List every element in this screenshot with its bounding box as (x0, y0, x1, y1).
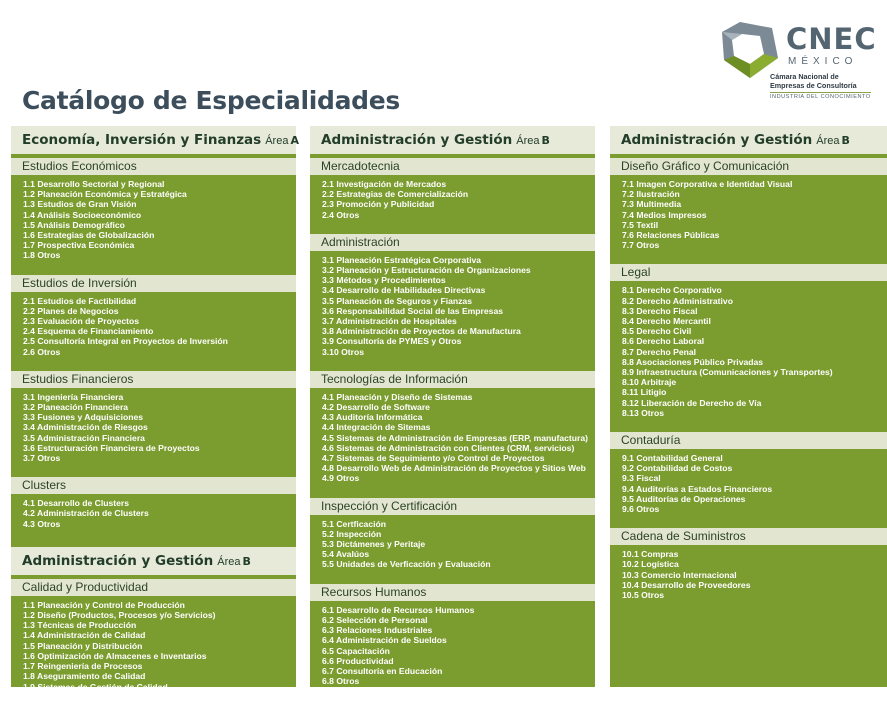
specialty-item: 2.4 Otros (322, 209, 360, 220)
specialty-item: 2.2 Planes de Negocios (23, 305, 119, 316)
specialty-item: 4.7 Sistemas de Seguimiento y/o Control de Proyectos (322, 453, 545, 464)
section-title: Clusters (22, 478, 67, 493)
catalog-column-1 (11, 126, 299, 702)
specialty-item: 4.1 Planeación y Diseño de Sistemas (322, 391, 473, 402)
specialty-list (610, 449, 887, 520)
section-title: Estudios Financieros (22, 371, 134, 386)
specialty-item: 9.5 Auditorías de Operaciones (622, 493, 746, 504)
specialty-item: 6.3 Relaciones Industriales (322, 625, 433, 636)
specialty-item: 6.5 Capacitación (322, 645, 390, 656)
area-label: Área (516, 135, 540, 147)
specialty-item: 1.2 Planeación Económica y Estratégica (23, 189, 187, 200)
specialty-item: 1.8 Otros (23, 250, 61, 261)
specialty-item: 8.11 Litigio (622, 387, 667, 398)
specialty-item: 7.3 Multimedia (622, 199, 682, 210)
specialty-item: 9.6 Otros (622, 504, 660, 515)
section-title: Calidad y Productividad (22, 579, 149, 594)
specialty-item: 1.4 Análisis Socioeconómico (23, 209, 142, 220)
specialty-item: 7.6 Relaciones Públicas (622, 230, 720, 241)
specialty-item: 5.2 Inspección (322, 528, 382, 539)
area-name: Administración y Gestión (621, 132, 813, 148)
specialty-item: 1.7 Prospectiva Económica (23, 240, 135, 251)
section-title: Diseño Gráfico y Comunicación (621, 159, 790, 173)
specialty-item: 6.8 Otros (322, 676, 360, 687)
specialty-item: 8.13 Otros (622, 407, 665, 418)
specialty-item: 1.4 Administración de Calidad (23, 630, 146, 641)
specialty-item: 1.7 Reingeniería de Procesos (23, 661, 143, 672)
specialty-list (610, 545, 887, 606)
section-header (11, 371, 296, 388)
specialty-item: 9.2 Contabilidad de Costos (622, 463, 733, 474)
specialty-list (11, 175, 296, 267)
specialty-item: 6.4 Administración de Sueldos (322, 635, 447, 646)
specialty-item: 4.1 Desarrollo de Clusters (23, 498, 130, 509)
section-header (310, 158, 595, 175)
specialty-item: 3.9 Consultoría de PYMES y Otros (322, 336, 462, 347)
specialty-item: 4.3 Otros (23, 518, 61, 529)
section-spacer (310, 363, 595, 371)
area-letter: B (242, 554, 251, 568)
catalog-column-3 (610, 126, 887, 687)
section-header (11, 275, 296, 292)
area-letter: B (541, 134, 550, 147)
specialty-list (310, 251, 595, 363)
section-title: Cadena de Suministros (621, 529, 746, 544)
specialty-item: 4.9 Otros (322, 473, 360, 484)
specialty-item: 1.1 Desarrollo Sectorial y Regional (23, 179, 165, 189)
section-title: Estudios Económicos (22, 159, 137, 173)
specialty-item: 3.2 Planeación y Estructuración de Organizaciones (322, 265, 531, 276)
specialty-item: 3.8 Administración de Proyectos de Manufactura (322, 326, 521, 337)
specialty-item: 7.1 Imagen Corporativa e Identidad Visual (622, 179, 793, 189)
specialty-item: 1.1 Planeación y Control de Producción (23, 599, 185, 610)
specialty-item: 1.6 Estrategias de Globalización (23, 230, 155, 241)
specialty-list (11, 388, 296, 469)
specialty-item: 8.7 Derecho Penal (622, 346, 697, 357)
specialty-item: 10.2 Logística (622, 559, 679, 570)
specialty-list (610, 175, 887, 256)
section-spacer (610, 424, 887, 432)
specialty-list (310, 515, 595, 576)
section-spacer (11, 267, 296, 275)
area-name: Administración y Gestión (321, 132, 513, 148)
specialty-item: 3.2 Planeación Financiera (23, 402, 129, 413)
specialty-item: 3.5 Planeación de Seguros y Fianzas (322, 295, 472, 306)
specialty-item: 8.2 Derecho Administrativo (622, 295, 733, 306)
specialty-item: 2.4 Esquema de Financiamiento (23, 326, 154, 337)
specialty-item: 3.4 Desarrollo de Habilidades Directivas (322, 285, 486, 296)
area-header (610, 126, 887, 154)
specialty-list (310, 388, 595, 490)
area-letter: B (841, 134, 850, 147)
specialty-item: 4.2 Administración de Clusters (23, 508, 149, 519)
specialty-item: 1.5 Análisis Demográfico (23, 219, 125, 230)
specialty-item: 5.3 Dictámenes y Peritaje (322, 539, 426, 550)
specialty-item: 2.1 Investigación de Mercados (322, 179, 447, 189)
section-spacer (310, 576, 595, 584)
area-header (11, 547, 296, 575)
specialty-item: 2.3 Evaluación de Proyectos (23, 316, 140, 327)
section-header (310, 371, 595, 388)
section-title: Tecnologías de Información (321, 371, 468, 386)
specialty-item: 3.7 Otros (23, 453, 61, 464)
area-title (22, 132, 299, 148)
section-header (610, 158, 887, 175)
specialty-item: 10.5 Otros (622, 590, 665, 601)
specialty-item: 5.1 Certficación (322, 518, 386, 529)
specialty-item: 1.3 Estudios de Gran Visión (23, 199, 137, 210)
logo-org-line-1: Cámara Nacional de (770, 72, 839, 81)
area-header (11, 126, 299, 154)
specialty-item: 3.10 Otros (322, 346, 365, 357)
area-title (22, 553, 251, 569)
cnec-logo (720, 20, 887, 102)
specialty-item: 9.3 Fiscal (622, 473, 661, 484)
section-title: Mercadotecnia (321, 159, 400, 173)
area-name: Economía, Inversión y Finanzas (22, 132, 262, 148)
specialty-item: 2.3 Promoción y Publicidad (322, 199, 435, 210)
section-spacer (610, 256, 887, 264)
section-title: Recursos Humanos (321, 584, 427, 599)
specialty-item: 2.6 Otros (23, 346, 61, 357)
specialty-item: 1.9 Sistemas de Gestión de Calidad (23, 681, 168, 692)
specialty-item: 8.12 Liberación de Derecho de Vía (622, 397, 762, 408)
area-name: Administración y Gestión (22, 552, 214, 569)
specialty-item: 3.3 Métodos y Procedimientos (322, 275, 446, 286)
specialty-item: 5.4 Avalúos (322, 549, 370, 560)
specialty-item: 6.1 Desarrollo de Recursos Humanos (322, 604, 475, 615)
specialty-item: 7.2 Ilustración (622, 189, 680, 200)
area-label: Área (265, 135, 289, 147)
specialty-item: 4.2 Desarrollo de Software (322, 402, 430, 413)
area-letter: A (290, 134, 299, 147)
logo-country: MÉXICO (788, 56, 858, 67)
section-title: Inspección y Certificación (321, 498, 458, 513)
section-title: Legal (621, 265, 651, 280)
specialty-item: 8.4 Derecho Mercantil (622, 316, 711, 327)
section-spacer (11, 469, 296, 477)
specialty-item: 3.1 Ingeniería Financiera (23, 391, 124, 402)
specialty-item: 3.6 Responsabilidad Social de las Empresas (322, 305, 504, 316)
area-spacer (11, 535, 296, 547)
specialty-item: 4.6 Sistemas de Administración con Clientes (CRM, servicios) (322, 442, 575, 453)
section-header (310, 584, 595, 601)
section-header (610, 432, 887, 449)
logo-org-line-2: Empresas de Consultoría (770, 81, 857, 90)
specialty-item: 3.6 Estructuración Financiera de Proyectos (23, 442, 200, 453)
section-header (310, 234, 595, 251)
section-spacer (310, 226, 595, 234)
specialty-item: 3.7 Administración de Hospitales (322, 316, 457, 327)
specialty-item: 4.4 Integración de Sitemas (322, 422, 431, 433)
section-title: Estudios de Inversión (22, 275, 137, 290)
specialty-item: 7.7 Otros (622, 240, 660, 251)
specialty-item: 1.10 Otros (23, 691, 66, 702)
specialty-list (310, 601, 595, 693)
specialty-item: 6.7 Consultoría en Educación (322, 665, 443, 676)
page-title: Catálogo de Especialidades (22, 86, 401, 115)
section-title: Contaduría (621, 433, 681, 448)
specialty-item: 8.5 Derecho Civil (622, 326, 692, 337)
section-header (11, 477, 296, 494)
area-label: Área (217, 555, 241, 568)
section-header (11, 158, 296, 175)
specialty-item: 6.2 Selección de Personal (322, 614, 428, 625)
specialty-item: 1.5 Planeación y Distribución (23, 640, 143, 651)
specialty-item: 3.4 Administración de Riesgos (23, 422, 148, 433)
specialty-item: 4.8 Desarrollo Web de Administración de Proyectos y Sitios Web (322, 463, 586, 474)
catalog-column-2 (310, 126, 595, 687)
section-title: Administración (321, 234, 400, 249)
specialty-item: 2.2 Estrategias de Comercialización (322, 189, 469, 200)
specialty-item: 10.3 Comercio Internacional (622, 569, 737, 580)
specialty-list (11, 494, 296, 535)
specialty-item: 1.8 Aseguramiento de Calidad (23, 671, 146, 682)
specialty-item: 9.1 Contabilidad General (622, 453, 723, 464)
specialty-item: 4.3 Auditoría Informática (322, 412, 423, 423)
section-header (310, 498, 595, 515)
specialty-item: 8.8 Asociaciones Público Privadas (622, 356, 764, 367)
section-header (11, 579, 296, 596)
area-header (310, 126, 595, 154)
specialty-item: 1.2 Diseño (Productos, Procesos y/o Servicios) (23, 610, 216, 621)
specialty-item: 5.5 Unidades de Verficación y Evaluación (322, 559, 491, 570)
specialty-item: 3.5 Administración Financiera (23, 432, 145, 443)
specialty-item: 4.5 Sistemas de Administración de Empresas (ERP, manufactura) (322, 432, 589, 443)
section-spacer (11, 363, 296, 371)
logo-tagline: INDUSTRIA DEL CONOCIMIENTO (770, 94, 871, 100)
specialty-item: 3.3 Fusiones y Adquisiciones (23, 412, 144, 423)
specialty-list (11, 292, 296, 363)
specialty-item: 10.1 Compras (622, 549, 679, 560)
specialty-list (610, 281, 887, 424)
specialty-item: 8.6 Derecho Laboral (622, 336, 705, 347)
specialty-item: 7.5 Textil (622, 219, 659, 230)
specialty-item: 1.6 Optimización de Almacenes e Inventarios (23, 650, 207, 661)
section-spacer (310, 490, 595, 498)
specialty-list (310, 175, 595, 226)
specialty-item: 10.4 Desarrollo de Proveedores (622, 579, 751, 590)
section-header (610, 528, 887, 545)
specialty-item: 3.1 Planeación Estratégica Corporativa (322, 254, 482, 265)
area-title (621, 132, 850, 148)
specialty-item: 1.3 Técnicas de Producción (23, 620, 137, 631)
specialty-item: 9.4 Auditorías a Estados Financieros (622, 483, 773, 494)
specialty-item: 2.1 Estudios de Factibilidad (23, 295, 137, 306)
specialty-item: 8.9 Infraestructura (Comunicaciones y Transportes) (622, 367, 833, 378)
area-title (321, 132, 550, 148)
logo-name: CNEC (786, 22, 877, 56)
specialty-item: 2.5 Consultoría Integral en Proyectos de Inversión (23, 336, 228, 347)
specialty-item: 8.10 Arbitraje (622, 377, 677, 388)
specialty-item: 8.3 Derecho Fiscal (622, 305, 698, 316)
specialty-item: 7.4 Medios Impresos (622, 209, 707, 220)
specialty-list (11, 596, 296, 708)
specialty-item: 8.1 Derecho Corporativo (622, 285, 722, 296)
section-header (610, 264, 887, 281)
specialty-item: 6.6 Productividad (322, 655, 394, 666)
area-label: Área (816, 135, 840, 147)
section-spacer (610, 520, 887, 528)
